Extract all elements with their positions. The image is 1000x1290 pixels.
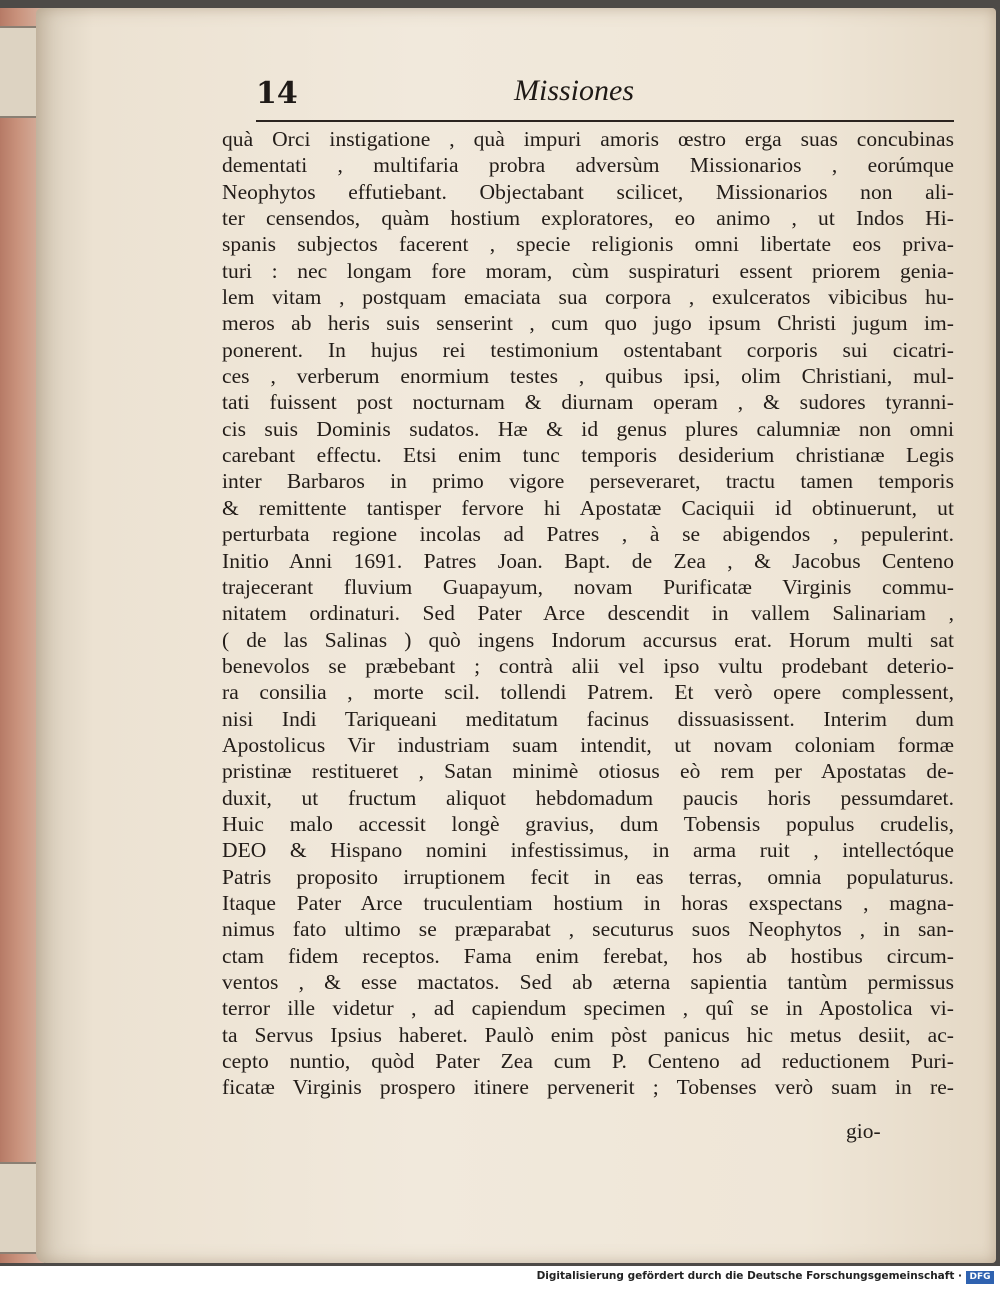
text-line: Patris proposito irruptionem fecit in eas terras, omnia populaturus. xyxy=(222,864,954,889)
text-line: cis suis Dominis sudatos. Hæ & id genus plures calumniæ non omni xyxy=(222,416,954,441)
page-number: 14 xyxy=(256,76,298,111)
text-line: carebant effectu. Etsi enim tunc temporis desiderium christianæ Legis xyxy=(222,443,954,468)
text-line: Itaque Pater Arce truculentiam hostium in horas exspectans , magna- xyxy=(222,890,954,915)
body-text xyxy=(222,126,954,1101)
text-line: ces , verberum enormium testes , quibus ipsi, olim Christiani, mul- xyxy=(222,364,954,389)
text-line: ra consilia , morte scil. tollendi Patrem. Et verò opere complessent, xyxy=(222,680,954,705)
text-line: perturbata regione incolas ad Patres , à se abigendos , pepulerint. xyxy=(222,522,954,547)
dfg-logo-icon: DFG xyxy=(966,1271,994,1284)
catchword: gio- xyxy=(846,1119,881,1143)
text-line: Huic malo accessit longè gravius, dum Tobensis populus crudelis, xyxy=(222,811,954,836)
running-head: Missiones xyxy=(514,74,634,107)
text-line: Apostolicus Vir industriam suam intendit, ut novam coloniam formæ xyxy=(222,732,954,757)
funding-credit: Digitalisierung gefördert durch die Deutsche Forschungsgemeinschaft · xyxy=(536,1270,962,1282)
text-line: ponerent. In hujus rei testimonium ostentabant corporis sui cicatri- xyxy=(222,337,954,362)
text-line: tati fuissent post nocturnam & diurnam operam , & sudores tyranni- xyxy=(222,390,954,415)
text-line: benevolos se præbebant ; contrà alii vel ipso vultu prodebant deterio- xyxy=(222,653,954,678)
footer-bar xyxy=(0,1266,1000,1290)
text-line: turi : nec longam fore moram, cùm suspiraturi essent priorem genia- xyxy=(222,258,954,283)
text-line: DEO & Hispano nomini infestissimus, in arma ruit , intellectóque xyxy=(222,838,954,863)
text-line: ( de las Salinas ) quò ingens Indorum accursus erat. Horum multi sat xyxy=(222,627,954,652)
text-line: nisi Indi Tariqueani meditatum facinus dissuasissent. Interim dum xyxy=(222,706,954,731)
text-line: nimus fato ultimo se præparabat , secuturus suos Neophytos , in san- xyxy=(222,917,954,942)
text-line: ficatæ Virginis prospero itinere pervenerit ; Tobenses verò suam in re- xyxy=(222,1075,954,1100)
text-line: meros ab heris suis senserint , cum quo jugo ipsum Christi jugum im- xyxy=(222,311,954,336)
text-line: quà Orci instigatione , quà impuri amoris œstro erga suas concubinas xyxy=(222,127,954,151)
page-header xyxy=(256,70,954,122)
text-line: Neophytos effutiebant. Objectabant scilicet, Missionarios non ali- xyxy=(222,179,954,204)
text-line: lem vitam , postquam emaciata sua corpora , exulceratos vibicibus hu- xyxy=(222,285,954,310)
text-line: ctam fidem receptos. Fama enim ferebat, hos ab hostibus circum- xyxy=(222,943,954,968)
text-line: nitatem ordinaturi. Sed Pater Arce descendit in vallem Salinariam , xyxy=(222,601,954,626)
text-line: spanis subjectos facerent , specie religionis omni libertate eos priva- xyxy=(222,232,954,257)
text-line: inter Barbaros in primo vigore perseveraret, tractu tamen temporis xyxy=(222,469,954,494)
text-line: trajecerant fluvium Guapayum, novam Purificatæ Virginis commu- xyxy=(222,574,954,599)
text-line: Initio Anni 1691. Patres Joan. Bapt. de Zea , & Jacobus Centeno xyxy=(222,548,954,573)
text-line: duxit, ut fructum aliquot hebdomadum paucis horis pessumdaret. xyxy=(222,785,954,810)
text-line: & remittente tantisper fervore hi Apostatæ Caciquii id obtinuerunt, ut xyxy=(222,495,954,520)
text-line: pristinæ restitueret , Satan minimè otiosus eò rem per Apostatas de- xyxy=(222,759,954,784)
text-line: ter censendos, quàm hostium exploratores, eo animo , ut Indos Hi- xyxy=(222,206,954,231)
text-line: cepto nuntio, quòd Pater Zea cum P. Centeno ad reductionem Puri- xyxy=(222,1049,954,1074)
text-line: terror ille videtur , ad capiendum specimen , quî se in Apostolica vi- xyxy=(222,996,954,1021)
text-line: ta Servus Ipsius haberet. Paulò enim pòst panicus hic metus desiit, ac- xyxy=(222,1022,954,1047)
text-line: dementati , multifaria probra adversùm Missionarios , eorúmque xyxy=(222,153,954,178)
text-line: ventos , & esse mactatos. Sed ab æterna sapientia tantùm permissus xyxy=(222,970,954,994)
